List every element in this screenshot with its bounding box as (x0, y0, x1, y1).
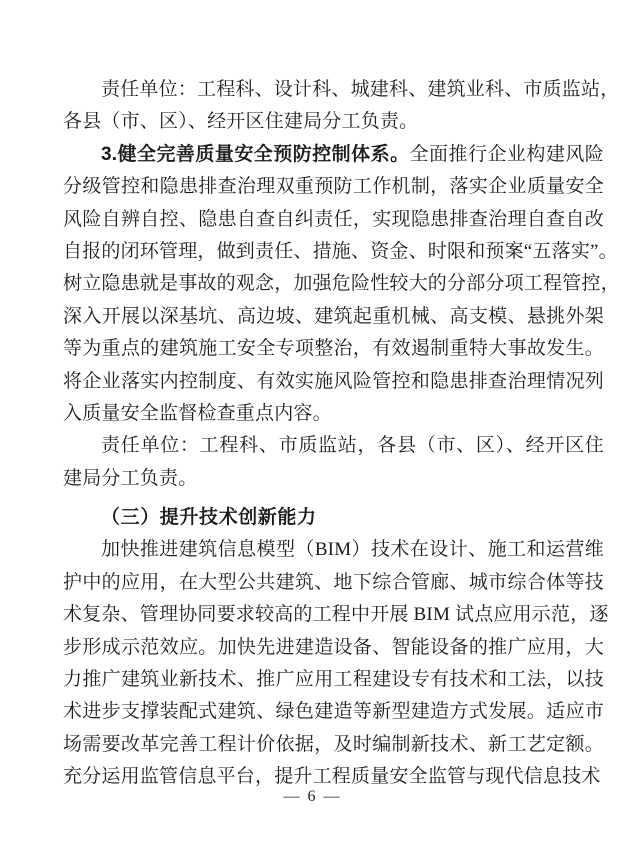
text-line: 风险自辨自控、隐患自查自纠责任，实现隐患排查治理自查自改 (63, 208, 604, 230)
text-line: 责任单位：工程科、设计科、城建科、建筑业科、市质监站， (101, 79, 620, 100)
text-line: 充分运用监管信息平台，提升工程质量安全监管与现代信息技术 (63, 766, 601, 788)
section-heading: （三）提升技术创新能力 (101, 507, 317, 529)
text-line: 建局分工负责。 (63, 467, 198, 489)
document-body (63, 74, 620, 794)
text-line: 场需要改革完善工程计价依据，及时编制新技术、新工艺定额。 (63, 733, 604, 755)
text-line: 各县（市、区）、经开区住建局分工负责。 (63, 111, 419, 133)
text-line: 步形成示范效应。加快先进建造设备、智能设备的推广应用，大 (63, 636, 604, 658)
text-line: 加快推进建筑信息模型（BIM）技术在设计、施工和运营维 (101, 539, 604, 561)
text-line (63, 139, 604, 171)
text-line: 术进步支撑装配式建筑、绿色建造等新型建造方式发展。适应市 (63, 701, 604, 723)
text-line: 将企业落实内控制度、有效实施风险管控和隐患排查治理情况列 (63, 370, 604, 392)
text-line: 分级管控和隐患排查治理双重预防工作机制，落实企业质量安全 (63, 176, 604, 198)
numbered-heading-lead: 3.健全完善质量安全预防控制体系。 (101, 143, 410, 165)
text-line: 力推广建筑业新技术、推广应用工程建设专有技术和工法，以技 (63, 669, 604, 691)
text-line: 术复杂、管理协同要求较高的工程中开展 BIM 试点应用示范，逐 (63, 604, 609, 626)
text-line: 责任单位：工程科、市质监站，各县（市、区）、经开区住 (101, 435, 604, 457)
text-line: 等为重点的建筑施工安全专项整治，有效遏制重特大事故发生。 (63, 338, 604, 360)
text-line: 深入开展以深基坑、高边坡、建筑起重机械、高支模、悬挑外架 (63, 305, 604, 327)
text-run: 全面推行企业构建风险 (409, 143, 604, 165)
text-line: 自报的闭环管理，做到责任、措施、资金、时限和预案“五落实”。 (63, 240, 618, 262)
text-line: 树立隐患就是事故的观念，加强危险性较大的分部分项工程管控， (63, 273, 620, 295)
text-line: 入质量安全监督检查重点内容。 (63, 402, 332, 424)
text-line: 护中的应用，在大型公共建筑、地下综合管廊、城市综合体等技 (63, 571, 604, 593)
page-number: — 6 — (283, 788, 342, 805)
